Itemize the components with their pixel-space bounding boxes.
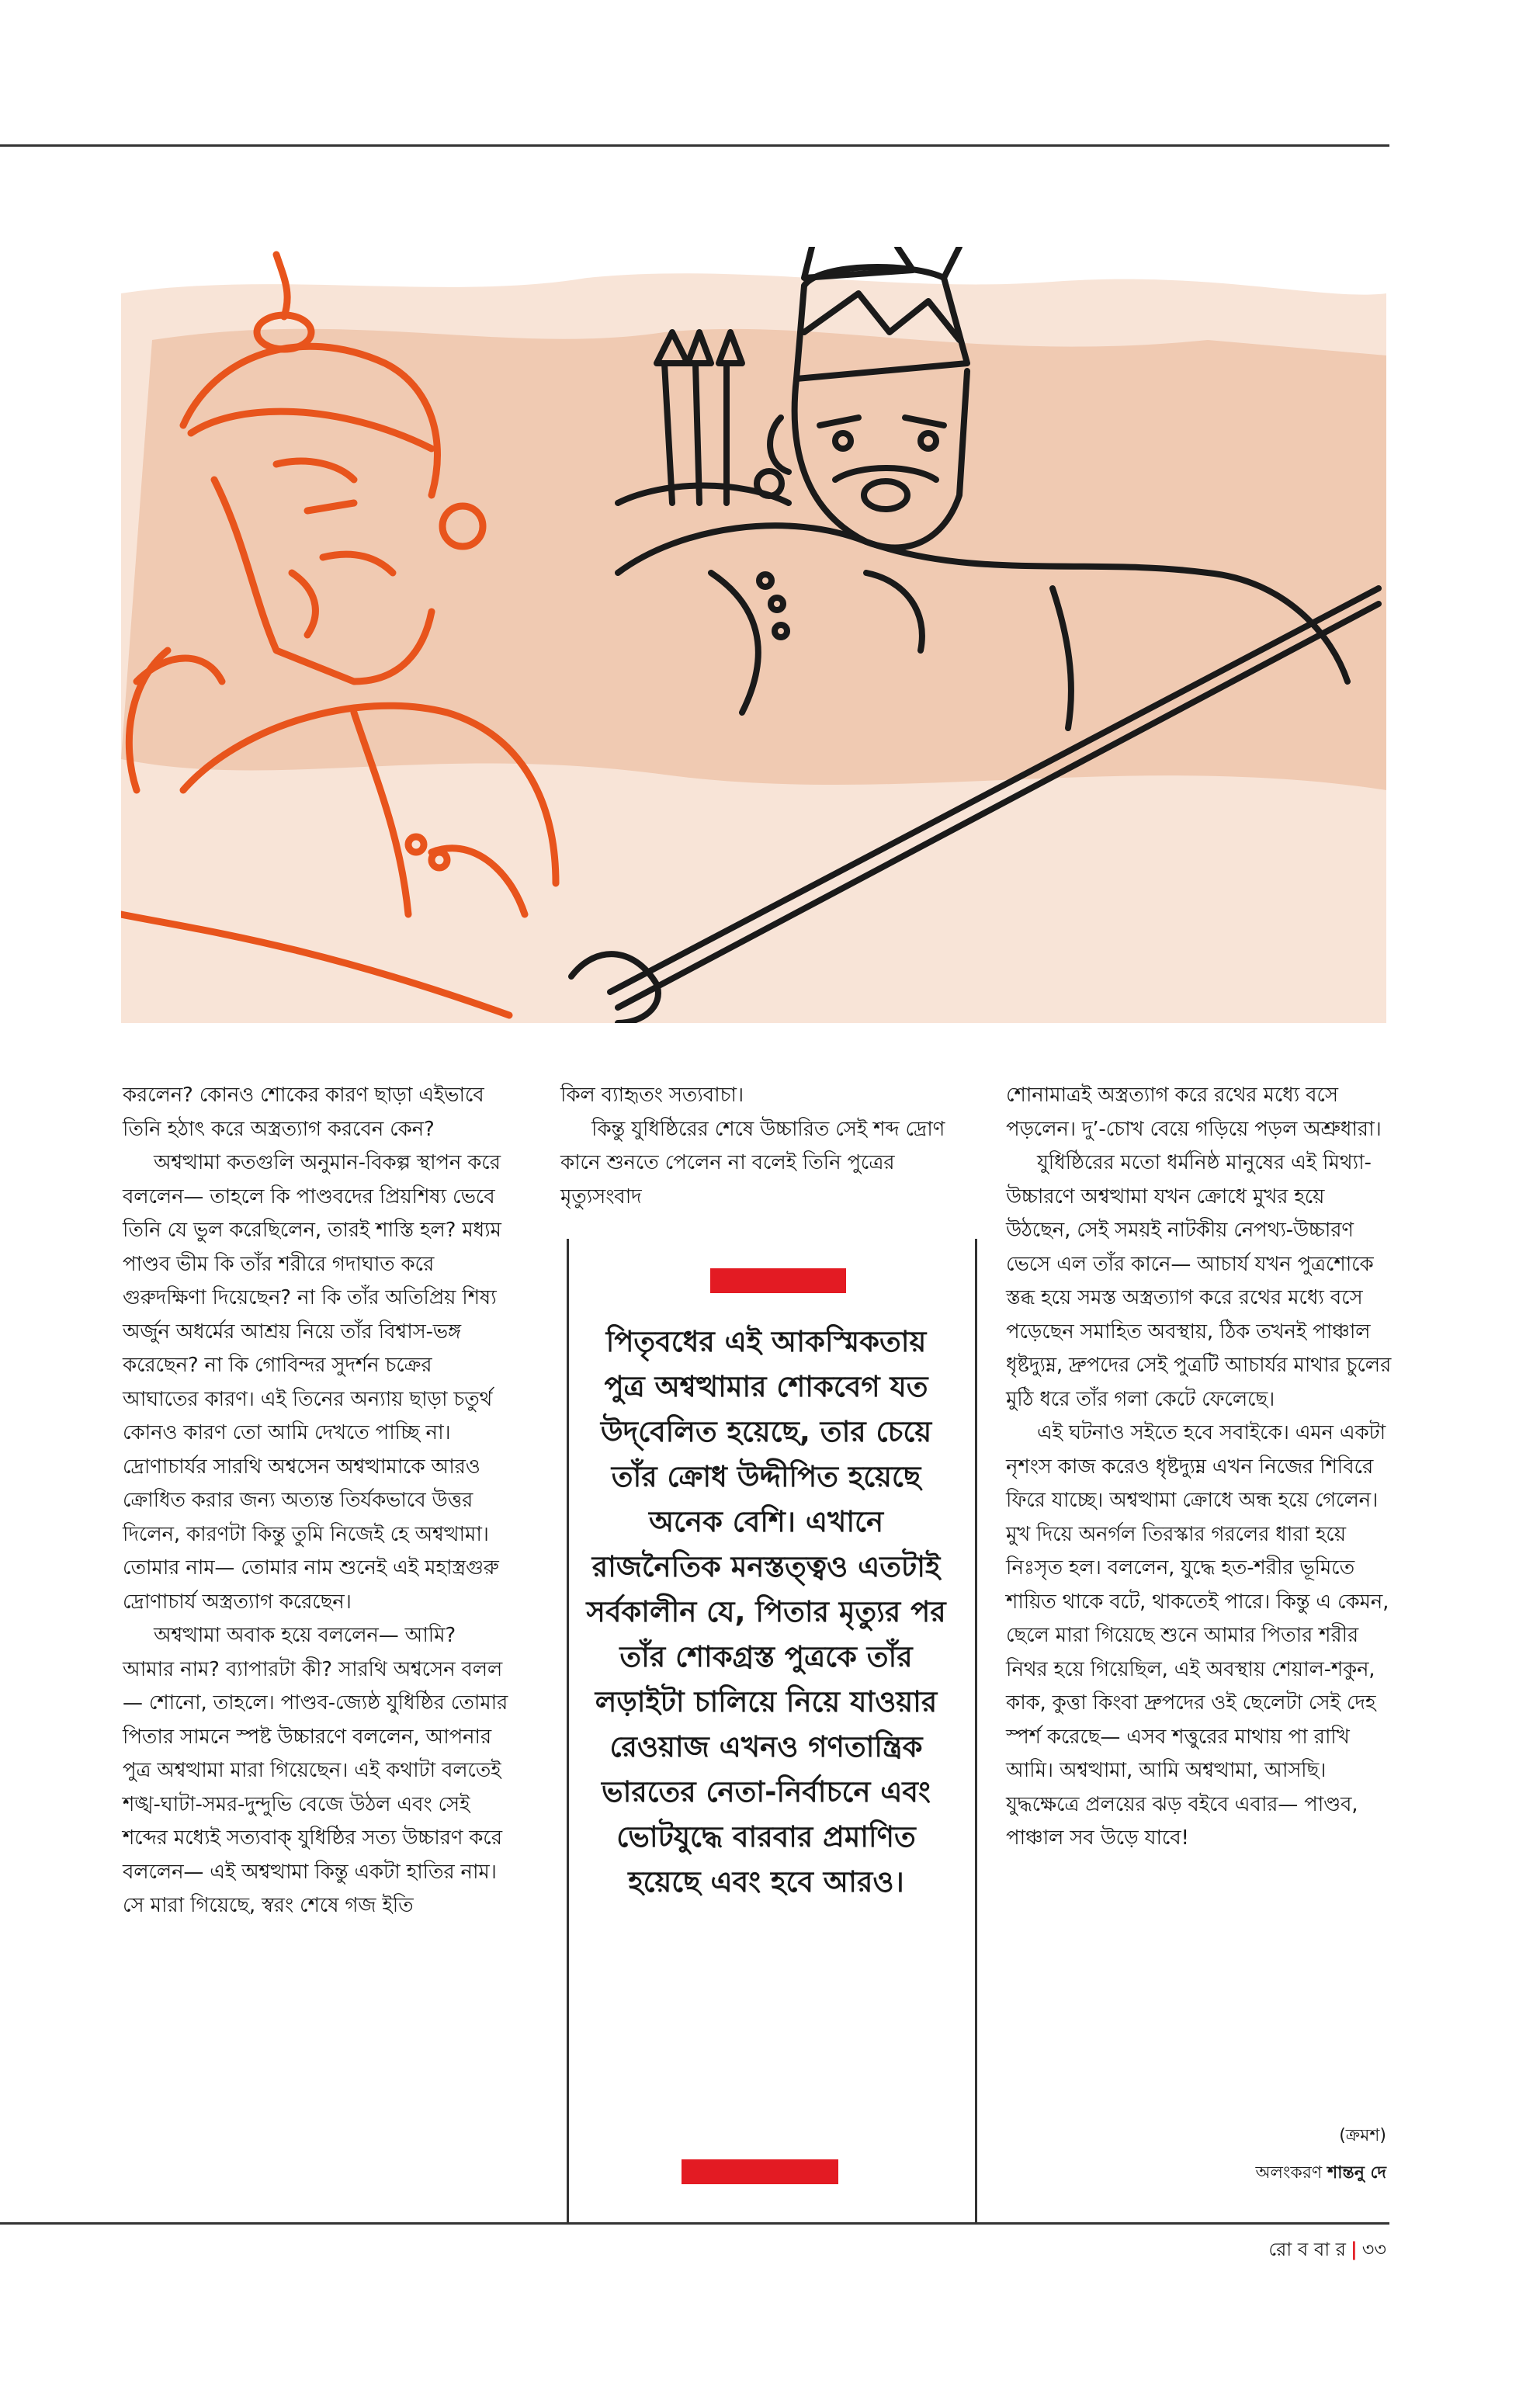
paragraph: কিন্তু যুধিষ্ঠিরের শেষে উচ্চারিত সেই শব্দ দ্রোণ কানে শুনতে পেলেন না বলেই তিনি পুত্রের মৃত্যুসংবাদ: [560, 1117, 945, 1209]
pullquote: পিতৃবধের এই আকস্মিকতায় পুত্র অশ্বত্থামার শোকবেগ যত উদ্‌বেলিত হয়েছে, তার চেয়ে তাঁর ক্রোধ উদ্দীপিত হয়েছে অনেক বেশি। এখানে রাজনৈতিক মনস্তত্ত্বও এতটাই সর্বকালীন যে, পিতার মৃত্যুর পর তাঁর শোকগ্রস্ত পুত্রকে তাঁর লড়াইটা চালিয়ে নিয়ে যাওয়ার রেওয়াজ এখনও গণতান্ত্রিক ভারতের নেতা-নির্বাচনে এবং ভোটযুদ্ধে বারবার প্রমাণিত হয়েছে এবং হবে আরও।: [586, 1325, 946, 1899]
paragraph: করলেন? কোনও শোকের কারণ ছাড়া এইভাবে তিনি হঠাৎ করে অস্ত্রত্যাগ করবেন কেন?: [123, 1084, 484, 1141]
illustrator-name: শান্তনু দে: [1327, 2163, 1386, 2183]
footer-separator: |: [1351, 2239, 1358, 2260]
article-column-right: [1006, 1079, 1394, 1856]
paragraph: শোনামাত্রই অস্ত্রত্যাগ করে রথের মধ্যে বসে পড়লেন। দু’-চোখ বেয়ে গড়িয়ে পড়ল অশ্রুধারা।: [1006, 1084, 1382, 1141]
article-column-middle: [560, 1079, 949, 1214]
pullquote-bottom-bar: [682, 2159, 838, 2184]
continued-label: (ক্রমশ): [1339, 2126, 1386, 2145]
paragraph: এই ঘটনাও সইতে হবে সবাইকে। এমন একটা নৃশংস কাজ করেও ধৃষ্টদ্যুম্ন এখন নিজের শিবিরে ফিরে যাচ্ছে। অশ্বত্থামা ক্রোধে অন্ধ হয়ে গেলেন। মুখ দিয়ে অনর্গল তিরস্কার গরলের ধারা হয়ে নিঃসৃত হল। বললেন, যুদ্ধে হত-শরীর ভূমিতে শায়িত থাকে বটে, থাকতেই পারে। কিন্তু এ কেমন, ছেলে মারা গিয়েছে শুনে আমার পিতার শরীর নিথর হয়ে গিয়েছিল, এই অবস্থায় শেয়াল-শকুন, কাক, কুত্তা কিংবা দ্রুপদের ওই ছেলেটা সেই দেহ স্পর্শ করেছে— এসব শত্তুরের মাথায় পা রাখি আমি। অশ্বত্থামা, আমি অশ্বত্থামা, আসছি। যুদ্ধক্ষেত্রে প্রলয়ের ঝড় বইবে এবার— পাণ্ডব, পাঞ্চাল সব উড়ে যাবে!: [1006, 1421, 1389, 1850]
top-rule: [0, 144, 1389, 147]
page-number: ৩৩: [1361, 2239, 1386, 2260]
paragraph: কিল ব্যাহৃতং সত্যবাচা।: [560, 1084, 744, 1107]
article-column-left: [123, 1079, 511, 1923]
paragraph: যুধিষ্ঠিরের মতো ধর্মনিষ্ঠ মানুষের এই মিথ্যা-উচ্চারণে অশ্বত্থামা যখন ক্রোধে মুখর হয়ে উঠছেন, সেই সময়ই নাটকীয় নেপথ্য-উচ্চারণ ভেসে এল তাঁর কানে— আচার্য যখন পুত্রশোকে স্তব্ধ হয়ে সমস্ত অস্ত্রত্যাগ করে রথের মধ্যে বসে পড়েছেন সমাহিত অবস্থায়, ঠিক তখনই পাঞ্চাল ধৃষ্টদ্যুম্ন, দ্রুপদের সেই পুত্রটি আচার্যর মাথার চুলের মুঠি ধরে তাঁর গলা কেটে ফেলেছে।: [1006, 1151, 1392, 1411]
column-divider-right: [975, 1239, 977, 2222]
illustration-label: অলংকরণ: [1255, 2163, 1323, 2183]
illustration-credit: [1006, 2155, 1386, 2192]
credits: [1006, 2117, 1386, 2192]
paragraph: অশ্বত্থামা অবাক হয়ে বললেন— আমি? আমার নাম? ব্যাপারটা কী? সারথি অশ্বসেন বলল— শোনো, তাহলে। পাণ্ডব-জ্যেষ্ঠ যুধিষ্ঠির তোমার পিতার সামনে স্পষ্ট উচ্চারণে বললেন, আপনার পুত্র অশ্বত্থামা মারা গিয়েছেন। এই কথাটা বলতেই শঙ্খ-ঘাটা-সমর-দুন্দুভি বেজে উঠল এবং সেই শব্দের মধ্যেই সত্যবাক্ যুধিষ্ঠির সত্য উচ্চারণ করে বললেন— এই অশ্বত্থামা কিন্তু একটা হাতির নাম। সে মারা গিয়েছে, স্বরং শেষে গজ ইতি: [123, 1624, 508, 1917]
pullquote-top-bar: [710, 1268, 846, 1293]
page-footer: [1268, 2235, 1386, 2266]
illustration: [121, 247, 1386, 1023]
bottom-rule: [0, 2222, 1389, 2225]
column-divider-left: [567, 1239, 569, 2222]
paragraph: অশ্বত্থামা কতগুলি অনুমান-বিকল্প স্থাপন করে বললেন— তাহলে কি পাণ্ডবদের প্রিয়শিষ্য ভেবে তিনি যে ভুল করেছিলেন, তারই শাস্তি হল? মধ্যম পাণ্ডব ভীম কি তাঁর শরীরে গদাঘাত করে গুরুদক্ষিণা দিয়েছেন? না কি তাঁর অতিপ্রিয় শিষ্য অর্জুন অধর্মের আশ্রয় নিয়ে তাঁর বিশ্বাস-ভঙ্গ করেছেন? না কি গোবিন্দর সুদর্শন চক্রের আঘাতের কারণ। এই তিনের অন্যায় ছাড়া চতুর্থ কোনও কারণ তো আমি দেখতে পাচ্ছি না। দ্রোণাচার্যর সারথি অশ্বসেন অশ্বত্থামাকে আরও ক্রোধিত করার জন্য অত্যন্ত তির্যকভাবে উত্তর দিলেন, কারণটা কিন্তু তুমি নিজেই হে অশ্বত্থামা। তোমার নাম— তোমার নাম শুনেই এই মহাস্ত্রগুরু দ্রোণাচার্য অস্ত্রত্যাগ করেছেন।: [123, 1151, 501, 1614]
magazine-name: রো ব বা র: [1268, 2239, 1347, 2260]
